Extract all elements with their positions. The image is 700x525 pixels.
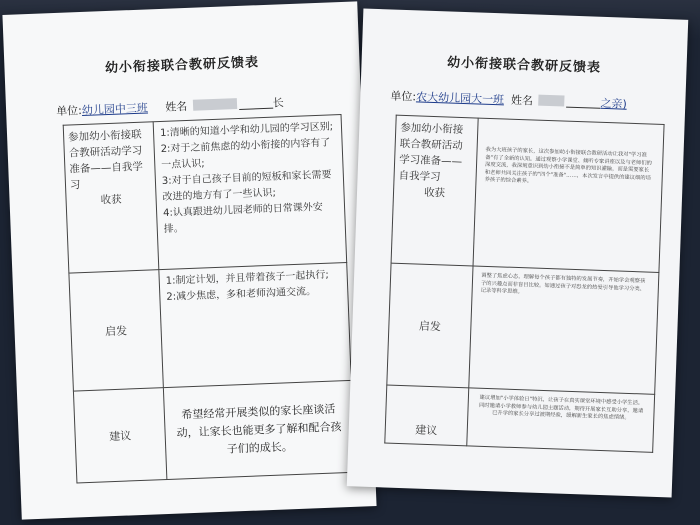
gain-label-cell [391, 115, 478, 266]
name-label: 姓名 [510, 93, 534, 108]
name-suffix: 长 [272, 96, 284, 110]
inspiration-label-cell [387, 263, 473, 388]
feedback-table [63, 114, 356, 483]
list-item: 4:认真跟进幼儿园老师的日常课外安排。 [162, 201, 324, 235]
inspiration-content-cell [469, 266, 659, 394]
suggestion-content-cell [467, 388, 655, 452]
suggestion-label-cell [73, 388, 166, 483]
suggestion-text: 建议增加"小学体验日"特沉，让孩子在真实课堂环境中感受小学生活。同时邀请小学教师参与幼儿园主题活动，期待开展家长互助分享，邀请已升学的家长分享过渡期经验，缓解新生家长的焦虑情绪。 [478, 394, 644, 422]
inspiration-label: 启发 [104, 323, 128, 338]
feedback-table [384, 115, 664, 453]
list-item: 2:减少焦虑，多和老师沟通交流。 [166, 286, 317, 303]
gain-text: 我为大班孩子的家长，这次参加幼小衔接联合教研活动让我对"学习准备"有了全新的认知。通过观察小学课堂、倾听专家讲座以及与老师们的深度交流，我深刻意识到幼小衔接不是简单的知识灌输，而是需要家长和老师共同关注孩子的"四个"准备"……，本次发言中提供的建议细的培养孩子的综合素养。 [484, 146, 652, 185]
gain-row-label: 参加幼小衔接联合教研活动学习准备——自我学习 [398, 121, 464, 184]
gain-content-cell [473, 118, 664, 272]
gain-sublabel: 收获 [423, 186, 446, 200]
inspiration-label: 启发 [418, 319, 442, 333]
suggestion-content-cell [163, 380, 354, 479]
unit-name-row [56, 94, 284, 119]
feedback-form-right [347, 8, 688, 497]
gain-row-label: 参加幼小衔接联合教研活动学习准备——自我学习 [67, 128, 144, 192]
unit-value: 幼儿园中三班 [81, 101, 149, 118]
inspiration-content-cell [159, 262, 351, 387]
unit-label: 单位: [55, 104, 83, 119]
list-item: 1:制定计划，并且带着孩子一起执行; [165, 269, 329, 287]
redacted-name [193, 98, 237, 111]
suggestion-label-cell [385, 385, 469, 446]
suggestion-text: 希望经常开展类似的家长座谈活动，让家长也能更多了解和配合孩子们的成长。 [176, 402, 342, 456]
form-title: 幼小衔接联合教研反馈表 [446, 55, 602, 76]
redacted-name [538, 95, 564, 107]
name-label: 姓名 [165, 99, 188, 114]
gain-label-cell [63, 122, 159, 273]
name-suffix: 之亲) [600, 96, 628, 111]
form-title: 幼小衔接联合教研反馈表 [104, 55, 260, 77]
list-item: 1:清晰的知道小学和幼儿园的学习区别; [159, 121, 334, 140]
list-item: 3:对于自己孩子目前的短板和家长需要改进的地方有了一些认识; [161, 169, 332, 203]
gain-content-cell [153, 115, 347, 270]
inspiration-text: 调整了焦虑心态，理解每个孩子都有独特的发展节奏，开始学会观察孩子的兴趣点而非盲目比较。如通过孩子对恐龙的热爱引导他学习分类、记录等科学思维。 [480, 272, 646, 296]
suggestion-label: 建议 [108, 428, 132, 443]
suggestion-label: 建议 [415, 423, 438, 438]
name-underline [566, 107, 600, 109]
unit-label: 单位: [390, 89, 417, 104]
gain-sublabel: 收获 [100, 193, 122, 207]
feedback-form-left [2, 1, 376, 519]
inspiration-label-cell [69, 270, 163, 391]
unit-value: 农大幼儿园大一班 [415, 90, 505, 107]
list-item: 2:对于之前焦虑的幼小衔接的内容有了一点认识; [160, 137, 331, 172]
name-underline [239, 108, 273, 110]
unit-name-row [390, 87, 627, 111]
